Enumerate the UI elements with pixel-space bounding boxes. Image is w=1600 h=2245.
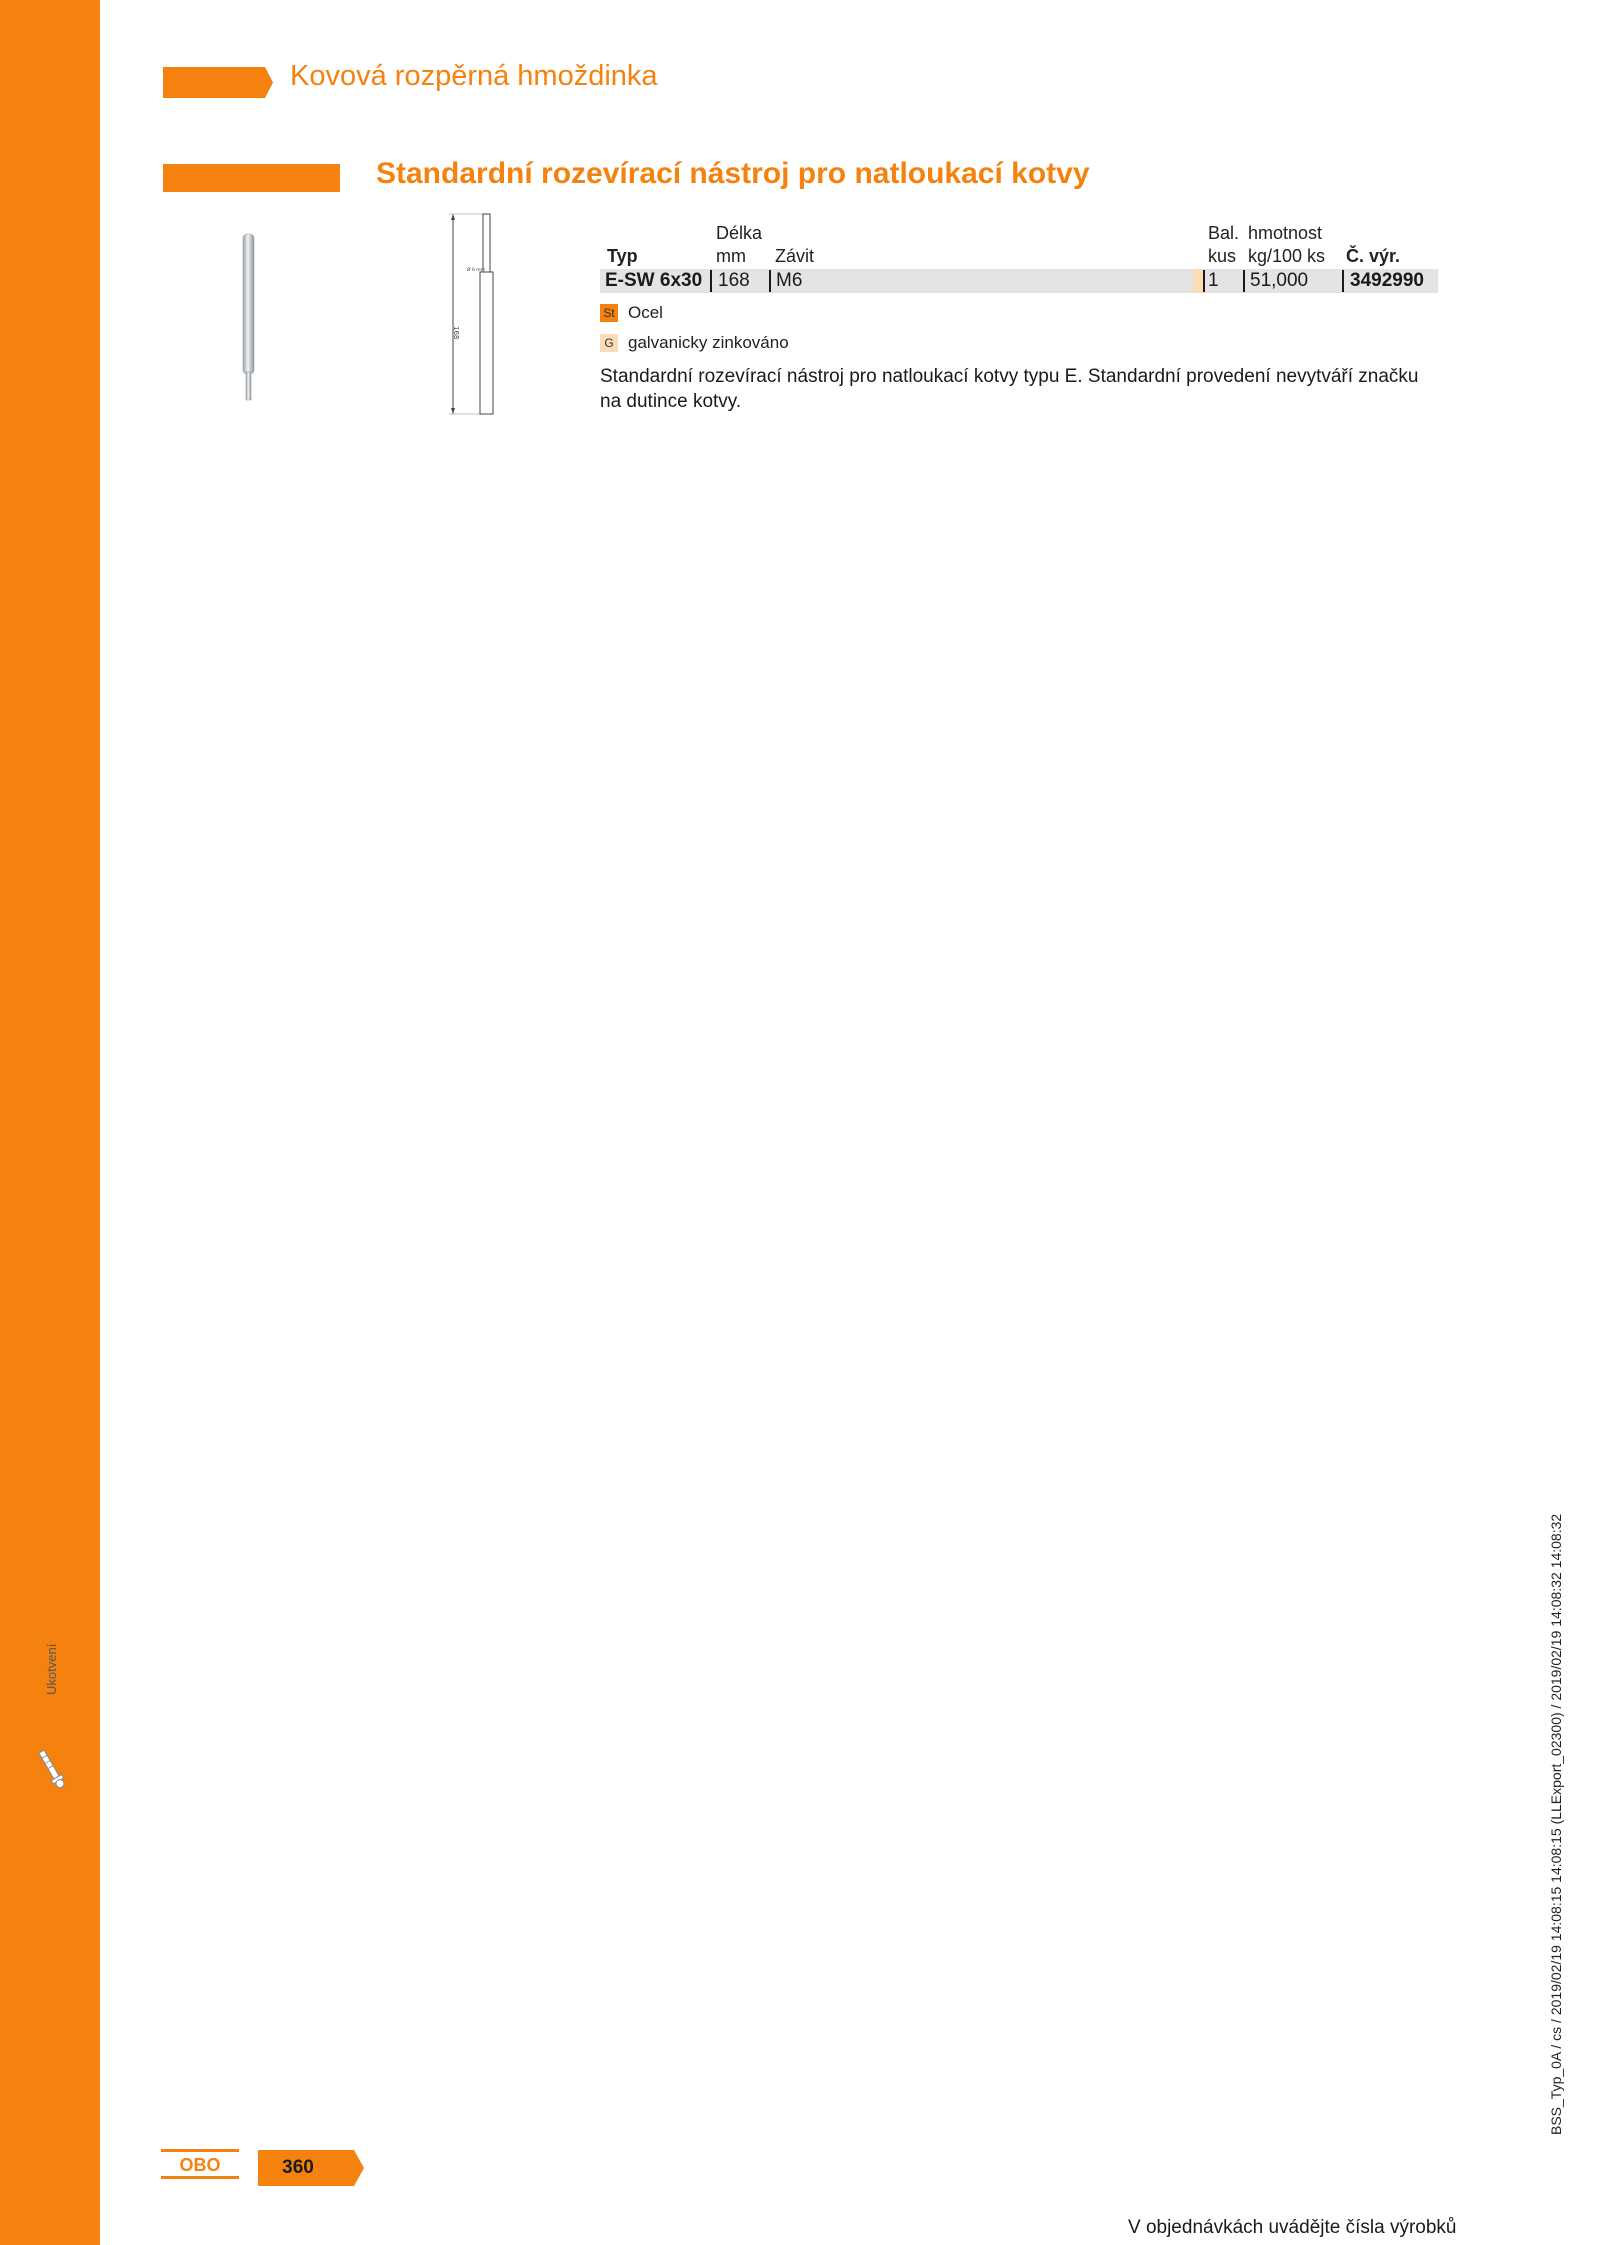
material-badge-g: G	[600, 334, 618, 352]
row-separator	[1203, 270, 1205, 292]
section-title: Standardní rozevírací nástroj pro natloukací kotvy	[376, 157, 1090, 190]
drawing-length-label: 168	[452, 326, 460, 340]
export-meta-text: BSS_Typ_0A / cs / 2019/02/19 14:08:15 14:08:15 (LLExport_02300) / 2019/02/19 14:08:32 14:08:32	[1548, 1513, 1564, 2135]
row-delka: 168	[718, 270, 750, 291]
row-cislo: 3492990	[1350, 270, 1424, 291]
page-number: 360	[282, 2157, 314, 2178]
col-delka-unit: mm	[716, 246, 746, 266]
col-bal-unit: kus	[1208, 246, 1237, 266]
row-separator	[1243, 270, 1245, 292]
package-marker	[1193, 269, 1203, 293]
material-label-st: Ocel	[628, 303, 663, 322]
col-hmotnost-unit: kg/100 ks	[1248, 246, 1326, 266]
col-zavit: Závit	[775, 246, 815, 266]
row-separator	[769, 270, 771, 292]
header-arrow-bar	[163, 67, 273, 98]
col-delka-top: Délka	[716, 223, 763, 243]
technical-drawing	[443, 208, 503, 424]
drawing-width-label: Ø 6 mm	[467, 268, 486, 273]
row-hmotnost: 51,000	[1250, 270, 1309, 291]
col-bal-top: Bal.	[1208, 223, 1240, 243]
sidebar-category-label: Ukotvení	[44, 1643, 59, 1695]
section-bar	[163, 164, 340, 192]
col-typ: Typ	[607, 246, 638, 266]
col-hmotnost-top: hmotnost	[1248, 223, 1323, 243]
anchor-bolt-icon	[36, 1745, 66, 1791]
product-photo	[238, 232, 258, 402]
row-separator	[1342, 270, 1344, 292]
sidebar	[0, 0, 100, 2245]
obo-logo	[160, 2148, 240, 2180]
row-separator	[710, 270, 712, 292]
product-description: Standardní rozevírací nástroj pro natloukací kotvy typu E. Standardní provedení nevytváří značku na dutince kotvy.	[600, 366, 1419, 412]
material-label-g: galvanicky zinkováno	[628, 333, 789, 352]
row-typ: E-SW 6x30	[605, 270, 703, 291]
footer-note: V objednávkách uvádějte čísla výrobků	[1128, 2217, 1457, 2238]
row-zavit: M6	[776, 270, 803, 291]
row-bal: 1	[1208, 270, 1219, 291]
svg-text:OBO: OBO	[179, 2155, 221, 2175]
page-title: Kovová rozpěrná hmoždinka	[290, 60, 658, 92]
material-badge-st: St	[600, 304, 618, 322]
col-cislo: Č. výr.	[1346, 246, 1401, 266]
